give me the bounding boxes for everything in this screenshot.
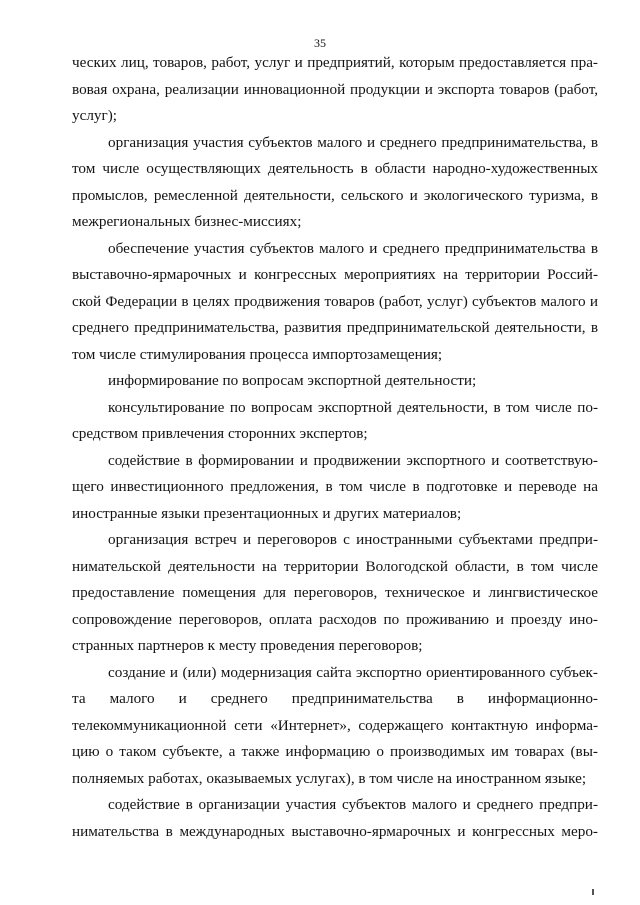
text-line: средством привлечения сторонних экспертов; <box>72 425 368 442</box>
text-line: вовая охрана, реализации инновационной продукции и экспорта товаров (работ, <box>72 80 598 98</box>
text-line: цию о таком субъекте, а также информацию о производимых им товарах (вы- <box>72 743 598 760</box>
text-line: выставочно-ярмарочных и конгрессных мероприятиях на территории Россий- <box>72 266 598 283</box>
text-line: странных партнеров к месту проведения переговоров; <box>72 637 423 654</box>
text-line: консультирование по вопросам экспортной деятельности, в том числе по- <box>108 398 598 416</box>
text-line: организация встреч и переговоров с иностранными субъектами предпри- <box>108 531 598 548</box>
text-line: щего инвестиционного предложения, в том числе в подготовке и переводе на <box>72 478 598 495</box>
text-line: содействие в формировании и продвижении экспортного и соответствую- <box>108 451 598 469</box>
body-text <box>72 50 598 845</box>
text-line: та малого и среднего предпринимательства в информационно- <box>72 690 598 707</box>
text-line: межрегиональных бизнес-миссиях; <box>72 213 302 230</box>
text-line: создание и (или) модернизация сайта экспортно ориентированного субъек- <box>108 663 598 681</box>
text-line: ческих лиц, товаров, работ, услуг и предприятий, которым предоставляется пра- <box>72 54 598 71</box>
text-line: услуг); <box>72 107 118 124</box>
text-line: том числе осуществляющих деятельность в области народно-художественных <box>72 160 598 177</box>
text-line: полняемых работах, оказываемых услугах), в том числе на иностранном языке; <box>72 769 587 787</box>
text-line: нимательской деятельности на территории Вологодской области, в том числе <box>72 557 598 575</box>
text-line: обеспечение участия субъектов малого и среднего предпринимательства в <box>108 239 598 257</box>
text-line: том числе стимулирования процесса импортозамещения; <box>72 345 443 363</box>
text-line: организация участия субъектов малого и среднего предпринимательства, в <box>108 133 598 151</box>
text-line: иностранные языки презентационных и других материалов; <box>72 504 462 522</box>
scan-mark <box>592 889 594 895</box>
text-line: предоставление помещения для переговоров, техническое и лингвистическое <box>72 584 598 601</box>
text-line: содействие в организации участия субъектов малого и среднего предпри- <box>108 796 598 813</box>
text-line: нимательства в международных выставочно-ярмарочных и конгрессных меро- <box>72 822 598 840</box>
text-line: телекоммуникационной сети «Интернет», содержащего контактную информа- <box>72 716 598 734</box>
text-line: сопровождение переговоров, оплата расходов по проживанию и проезду ино- <box>72 610 598 628</box>
text-line: информирование по вопросам экспортной деятельности; <box>108 372 477 389</box>
page-number: 35 <box>314 36 326 50</box>
text-line: промыслов, ремесленной деятельности, сельского и экологического туризма, в <box>72 186 598 204</box>
text-line: среднего предпринимательства, развития предпринимательской деятельности, в <box>72 319 598 336</box>
text-line: ской Федерации в целях продвижения товаров (работ, услуг) субъектов малого и <box>72 292 598 310</box>
